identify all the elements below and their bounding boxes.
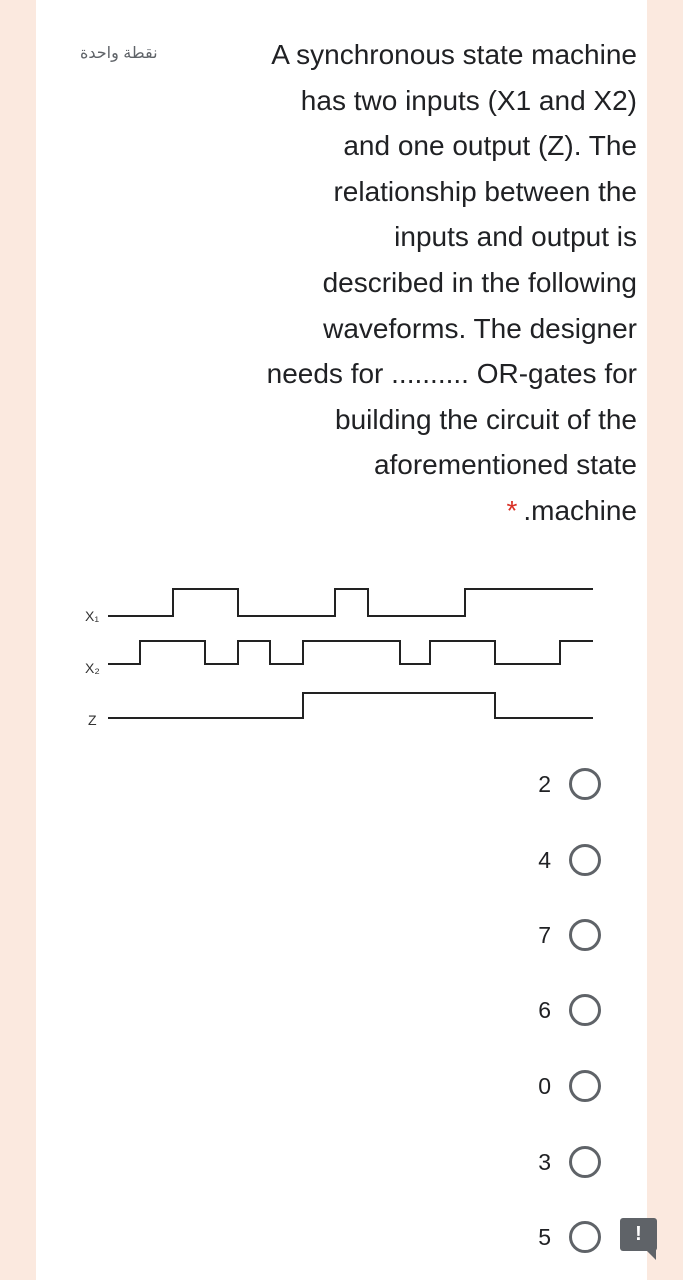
required-asterisk: * xyxy=(506,494,518,526)
option-label: 7 xyxy=(538,921,551,948)
x2-label: X₂ xyxy=(85,660,100,676)
z-waveform xyxy=(108,693,593,718)
option-label: 3 xyxy=(538,1148,551,1175)
radio-button[interactable] xyxy=(569,1221,601,1253)
option-2[interactable] xyxy=(538,764,601,804)
z-label: Z xyxy=(88,712,97,728)
option-5[interactable] xyxy=(538,1217,601,1257)
option-0[interactable] xyxy=(538,1066,601,1106)
radio-button[interactable] xyxy=(569,919,601,951)
option-label: 0 xyxy=(538,1072,551,1099)
radio-button[interactable] xyxy=(569,768,601,800)
option-label: 6 xyxy=(538,996,551,1023)
option-label: 2 xyxy=(538,770,551,797)
radio-button[interactable] xyxy=(569,1146,601,1178)
option-6[interactable] xyxy=(538,990,601,1030)
x1-label: X₁ xyxy=(85,608,100,624)
x1-waveform xyxy=(108,589,593,616)
option-label: 4 xyxy=(538,846,551,873)
option-3[interactable] xyxy=(538,1142,601,1182)
question-text: A synchronous state machine has two inputs (X1 and X2) and one output (Z). The relationship between the inputs and output is described in the following waveforms. The designer needs for .......... OR-gates for building the circuit of the aforementioned state * .machine xyxy=(266,39,637,526)
option-label: 5 xyxy=(538,1223,551,1250)
radio-button[interactable] xyxy=(569,1070,601,1102)
option-7[interactable] xyxy=(538,915,601,955)
radio-button[interactable] xyxy=(569,844,601,876)
exclamation-icon[interactable]: ! xyxy=(620,1218,657,1251)
option-4[interactable] xyxy=(538,840,601,880)
x2-waveform xyxy=(108,641,593,664)
radio-button[interactable] xyxy=(569,994,601,1026)
points-label: نقطة واحدة xyxy=(80,45,158,62)
waveform-diagram xyxy=(80,575,600,735)
